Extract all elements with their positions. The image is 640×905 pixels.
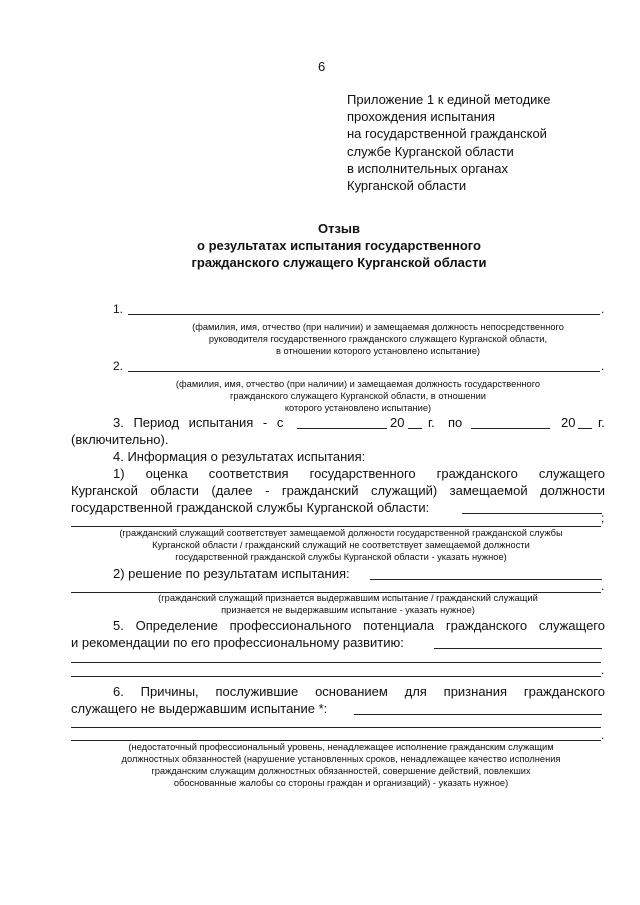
item-4-sub2-hint (78, 592, 618, 616)
hint-line: которого установлено испытание) (284, 403, 432, 413)
item-3-year1: 20 (390, 415, 405, 430)
item-5-line2: и рекомендации по его профессиональному развитию: (71, 635, 404, 650)
hint-line: руководителя государственного гражданского служащего Курганской области, (208, 334, 548, 344)
item-6-line2: служащего не выдержавшим испытание *: (71, 701, 328, 716)
item-4-sub2: 2) решение по результатам испытания: (113, 566, 350, 581)
item-4-sub2-field[interactable] (370, 579, 602, 580)
item-4-label: 4. Информация о результатах испытания: (113, 449, 366, 464)
item-3-label: 3. Период испытания - с (113, 415, 284, 430)
item-5-field[interactable] (434, 648, 602, 649)
item-3-end-date-field[interactable] (471, 428, 550, 429)
item-3-g2: г. (598, 415, 605, 430)
item-4-sub1-field[interactable] (462, 513, 602, 514)
hint-line: гражданским служащим должностных обязанностей, совершение действий, повлекших (151, 766, 531, 776)
hint-line: (недостаточный профессиональный уровень, ненадлежащее исполнение гражданским служащим (128, 742, 554, 752)
item-4-sub2-end: . (601, 579, 605, 593)
item-1-field[interactable] (128, 314, 600, 315)
item-6-line1: 6. Причины, послужившие основанием для признания гражданского (113, 684, 605, 699)
item-2-field[interactable] (128, 371, 600, 372)
item-3-year2: 20 (561, 415, 576, 430)
item-5-end: . (601, 663, 605, 677)
item-1-hint (118, 321, 638, 357)
appendix-note (347, 91, 550, 194)
appendix-line: в исполнительных органах (347, 160, 508, 176)
item-2-end: . (601, 359, 605, 373)
item-4-sub1-end: ; (601, 511, 605, 525)
item-4-sub1-hint (71, 527, 611, 563)
item-6-field[interactable] (354, 714, 602, 715)
appendix-line: на государственной гражданской (347, 126, 547, 142)
item-4-sub1-line2: Курганской области (далее - гражданский служащий) замещаемой должности (71, 483, 605, 498)
document-title (0, 220, 640, 271)
hint-line: обоснованные жалобы со стороны граждан и организаций) - указать нужное) (173, 778, 509, 788)
title-line: о результатах испытания государственного (197, 238, 481, 253)
hint-line: должностных обязанностей (нарушение установленных сроков, ненадлежащее качество исполнения (121, 754, 561, 764)
item-3-year2-field[interactable] (578, 428, 592, 429)
item-3-start-date-field[interactable] (297, 428, 387, 429)
item-5-field-2[interactable] (71, 662, 601, 663)
hint-line: гражданского служащего Курганской области, в отношении (229, 391, 486, 401)
item-4-sub1-line1: 1) оценка соответствия государственного гражданского служащего (113, 466, 605, 481)
hint-line: (гражданский служащий соответствует замещаемой должности государственной гражданской службы (119, 528, 563, 538)
hint-line: (фамилия, имя, отчество (при наличии) и замещаемая должность непосредственного (192, 322, 564, 332)
title-line: гражданского служащего Курганской области (191, 255, 487, 270)
item-1-end: . (601, 302, 605, 316)
page-number: 6 (318, 59, 326, 74)
appendix-line: Курганской области (347, 178, 467, 194)
item-3-year1-field[interactable] (408, 428, 422, 429)
appendix-line: Приложение 1 к единой методике (347, 92, 551, 107)
item-6-end: . (601, 728, 605, 742)
hint-line: государственной гражданской службы Курганской области - указать нужное) (175, 552, 507, 562)
item-3-g1: г. (428, 415, 435, 430)
item-2-hint (98, 378, 618, 414)
appendix-line: службе Курганской области (347, 143, 514, 159)
appendix-line: прохождения испытания (347, 109, 496, 125)
item-5-line1: 5. Определение профессионального потенциала гражданского служащего (113, 618, 605, 633)
hint-line: признается не выдержавшим испытание - указать нужное) (221, 605, 475, 615)
item-2-number: 2. (113, 359, 124, 373)
hint-line: (гражданский служащий признается выдержавшим испытание / гражданский служащий (158, 593, 538, 603)
item-4-sub1-line3: государственной гражданской службы Курганской области: (71, 500, 430, 515)
item-5-field-3[interactable] (71, 676, 601, 677)
item-3-po: по (448, 415, 463, 430)
item-1-number: 1. (113, 302, 124, 316)
hint-line: Курганской области / гражданский служащий не соответствует замещаемой должности (152, 540, 530, 550)
hint-line: (фамилия, имя, отчество (при наличии) и замещаемая должность государственного (175, 379, 541, 389)
title-line: Отзыв (317, 221, 361, 236)
item-3-suffix: (включительно). (71, 432, 169, 447)
item-6-hint (71, 741, 611, 789)
hint-line: в отношении которого установлено испытание) (275, 346, 481, 356)
item-6-field-2[interactable] (71, 727, 601, 728)
